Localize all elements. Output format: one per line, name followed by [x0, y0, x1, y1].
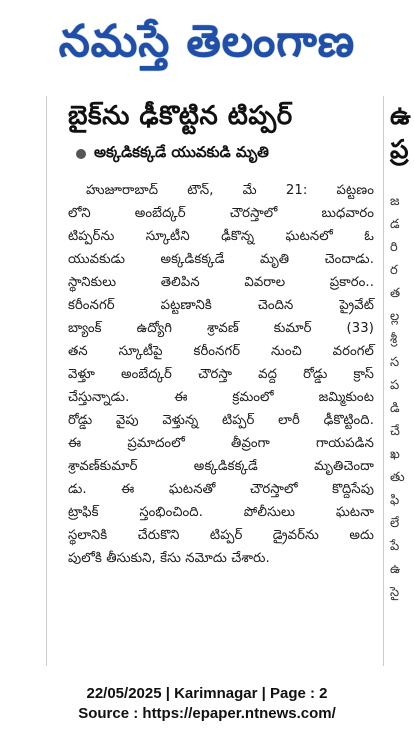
article-subhead-text: అక్కడికక్కడే యువకుడి మృతి: [94, 142, 269, 161]
article-body-line: టిప్పర్‌ను స్కూటీని ఢీకొన్న ఘటనలో ఓ: [68, 228, 374, 244]
adjacent-article-fragment: [390, 100, 414, 604]
article-body-line: స్థలానికి చేరుకొని టిప్పర్ డ్రైవర్‌ను అదు: [68, 527, 374, 543]
footer-source: Source : https://epaper.ntnews.com/: [78, 705, 336, 722]
masthead: [0, 0, 414, 84]
article-body-line: యువకుడు అక్కడికక్కడే మృతి చెందాడు.: [68, 251, 374, 267]
article-body-line: రోడ్డు వైపు వెళ్తున్న టిప్పర్ లారీ ఢీకొట్టింది.: [68, 412, 374, 428]
adjacent-body-fragment: లే: [390, 515, 400, 531]
adjacent-body-fragment: డ: [390, 216, 400, 232]
footer-edition-info: 22/05/2025 | Karimnagar | Page : 2: [86, 685, 328, 702]
adjacent-body-fragment: రి: [390, 239, 398, 255]
adjacent-body-fragment: స: [390, 354, 400, 370]
article-body-line: హుజూరాబాద్ టౌన్, మే 21: పట్టణం: [86, 182, 374, 198]
adjacent-body-fragment: ర: [390, 262, 398, 278]
article-body-line: వెళ్తూ అంబేద్కర్ చౌరస్తా వద్ద రోడ్డు క్రాస్: [68, 366, 374, 382]
article-body-line: స్థానికులు తెలిపిన వివరాల ప్రకారం..: [68, 274, 374, 290]
adjacent-body-fragment: డి: [390, 400, 400, 416]
adjacent-body-fragment: శ్రీ: [390, 331, 398, 347]
column-divider-left: [46, 96, 47, 666]
adjacent-body-fragment: పే: [390, 538, 400, 554]
article-subhead: [68, 143, 374, 165]
adjacent-body-fragment: ఉ: [390, 561, 401, 577]
article-body-line: డు. ఈ ఘటనతో చౌరస్తాలో కొద్దిసేపు: [68, 481, 374, 497]
bullet-icon: [76, 149, 86, 159]
adjacent-body-fragment: జ: [390, 193, 400, 209]
column-divider-right: [383, 96, 384, 666]
news-article: [68, 100, 374, 570]
article-body-line: బ్యాంక్ ఉద్యోగి శ్రావణ్ కుమార్ (33): [68, 320, 374, 336]
adjacent-body-fragment: ల్ల: [390, 308, 400, 324]
article-body: [68, 179, 374, 570]
article-body-line: శ్రావణ్‌కుమార్ అక్కడికక్కడే మృతిచెందా: [68, 458, 374, 474]
adjacent-body-fragment: త: [390, 285, 401, 301]
newspaper-logo: నమస్తే తెలంగాణ: [58, 16, 356, 67]
article-body-line: ఈ ప్రమాదంలో తీవ్రంగా గాయపడిన: [68, 435, 374, 451]
article-body-line: పులోకి తీసుకుని, కేసు నమోదు చేశారు.: [68, 550, 270, 566]
article-body-line: ట్రాఫిక్ స్తంభించింది. పోలీసులు ఘటనా: [68, 504, 374, 520]
adjacent-body-fragment: చే: [390, 423, 400, 439]
page-footer: [0, 684, 414, 724]
adjacent-headline-fragment: ఉ: [390, 101, 411, 131]
article-body-line: తన స్కూటీపై కరీంనగర్ నుంచి వరంగల్: [68, 343, 374, 359]
adjacent-headline-fragment: ప్ర: [390, 134, 409, 165]
article-body-line: చేస్తున్నాడు. ఈ క్రమంలో జమ్మికుంట: [68, 389, 374, 405]
adjacent-body-fragment: ప: [390, 377, 400, 393]
article-headline: బైక్‌ను ఢీకొట్టిన టిప్పర్: [68, 101, 293, 131]
adjacent-body-fragment: తు: [390, 469, 405, 485]
adjacent-body-fragment: ఫి: [390, 492, 400, 508]
article-body-line: కరీంనగర్ పట్టణానికి చెందిన ప్రైవేట్: [68, 297, 374, 313]
adjacent-body-fragment: సై: [390, 584, 400, 600]
article-body-line: లోని అంబేద్కర్ చౌరస్తాలో బుధవారం: [68, 205, 374, 221]
adjacent-body-fragment: ఖ: [390, 446, 400, 462]
